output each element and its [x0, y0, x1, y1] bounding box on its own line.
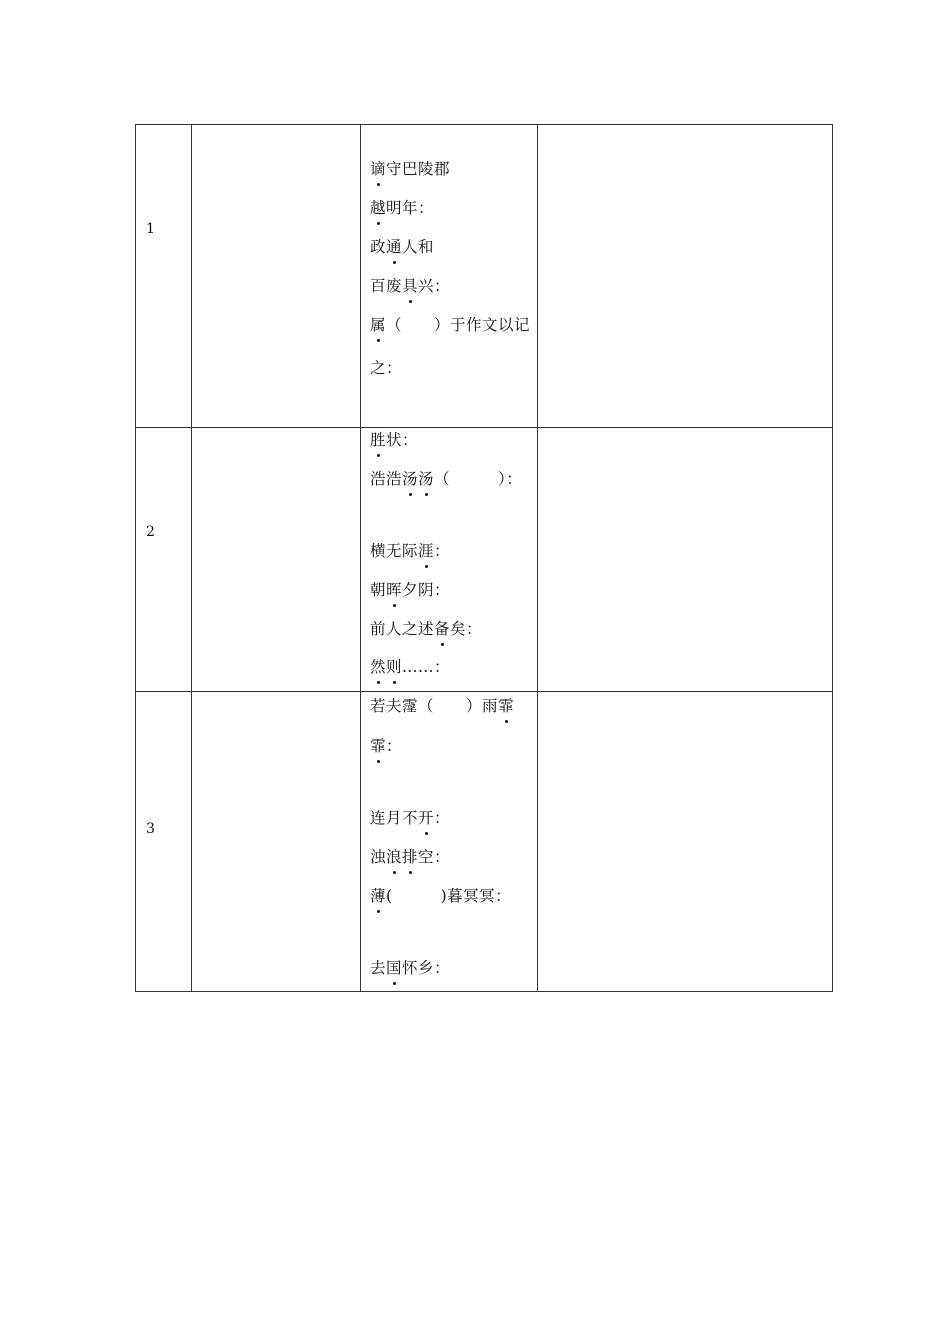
- emphasized-char: 则: [386, 655, 402, 677]
- column-divider: [537, 125, 538, 991]
- phrase-text: 朝: [370, 581, 387, 599]
- phrase-text: 怀乡：: [402, 959, 451, 977]
- phrase-text: 人和: [402, 238, 435, 256]
- row-number: 3: [146, 821, 155, 837]
- emphasized-char: 排: [402, 845, 418, 867]
- emphasized-char: 浪: [386, 845, 402, 867]
- phrase-text: 明年：: [386, 199, 435, 217]
- row-number: 1: [146, 221, 155, 237]
- row-divider: [136, 427, 832, 428]
- emphasized-char: 胜: [370, 428, 386, 450]
- emphasized-char: 越: [370, 196, 386, 218]
- emphasized-char: 通: [386, 235, 402, 257]
- phrase-text: 百废: [370, 277, 403, 295]
- phrase-line: [370, 617, 482, 639]
- phrase-line: [370, 539, 450, 561]
- phrase-text: 去: [370, 959, 387, 977]
- phrase-text: 夕阴：: [402, 581, 451, 599]
- phrase-text: （ ）于作文以记: [386, 316, 531, 334]
- phrase-text: 之：: [370, 359, 403, 377]
- phrase-text: 矣：: [450, 620, 483, 638]
- phrase-line: [370, 356, 402, 378]
- emphasized-char: 汤: [402, 467, 418, 489]
- emphasized-char: 谪: [370, 157, 386, 179]
- emphasized-char: 开: [418, 806, 434, 828]
- emphasized-char: 备: [434, 617, 450, 639]
- row-number: 2: [146, 524, 155, 540]
- emphasized-char: 汤: [418, 467, 434, 489]
- phrase-text: 状：: [386, 431, 419, 449]
- phrase-line: [370, 196, 434, 218]
- phrase-line: [370, 428, 418, 450]
- phrase-line: [370, 655, 450, 677]
- phrase-text: 浊: [370, 848, 387, 866]
- emphasized-char: 属: [370, 313, 386, 335]
- phrase-text: ……：: [402, 658, 451, 676]
- phrase-line: [370, 157, 450, 179]
- emphasized-char: 薄: [370, 884, 386, 906]
- phrase-line: [370, 313, 530, 335]
- phrase-text: 横无际: [370, 542, 419, 560]
- emphasized-char: 涯: [418, 539, 434, 561]
- emphasized-char: 霏: [370, 734, 386, 756]
- phrase-text: 若夫霪（ ）雨: [370, 697, 499, 715]
- phrase-text: ：: [434, 542, 451, 560]
- phrase-line: [370, 806, 450, 828]
- row-divider: [136, 691, 832, 692]
- emphasized-char: 具: [402, 274, 418, 296]
- phrase-text: ：: [386, 737, 403, 755]
- phrase-text: 前人之述: [370, 620, 435, 638]
- phrase-text: ( )暮冥冥：: [386, 887, 512, 905]
- phrase-line: [370, 274, 450, 296]
- phrase-text: 兴：: [418, 277, 451, 295]
- phrase-text: 空：: [418, 848, 451, 866]
- emphasized-char: 国: [386, 956, 402, 978]
- phrase-line: [370, 845, 450, 867]
- phrase-text: 守巴陵郡: [386, 160, 451, 178]
- phrase-text: 浩浩: [370, 470, 403, 488]
- phrase-text: （ ）：: [434, 470, 523, 488]
- phrase-text: ：: [434, 809, 451, 827]
- phrase-text: 政: [370, 238, 387, 256]
- phrase-line: [370, 734, 402, 756]
- phrase-line: [370, 694, 514, 716]
- emphasized-char: 霏: [498, 694, 514, 716]
- vocabulary-table: [135, 124, 833, 992]
- phrase-text: 连月不: [370, 809, 419, 827]
- phrase-line: [370, 578, 450, 600]
- column-divider: [360, 125, 361, 991]
- emphasized-char: 然: [370, 655, 386, 677]
- column-divider: [191, 125, 192, 991]
- phrase-line: [370, 467, 522, 489]
- phrase-line: [370, 956, 450, 978]
- phrase-line: [370, 884, 511, 906]
- phrase-line: [370, 235, 434, 257]
- emphasized-char: 晖: [386, 578, 402, 600]
